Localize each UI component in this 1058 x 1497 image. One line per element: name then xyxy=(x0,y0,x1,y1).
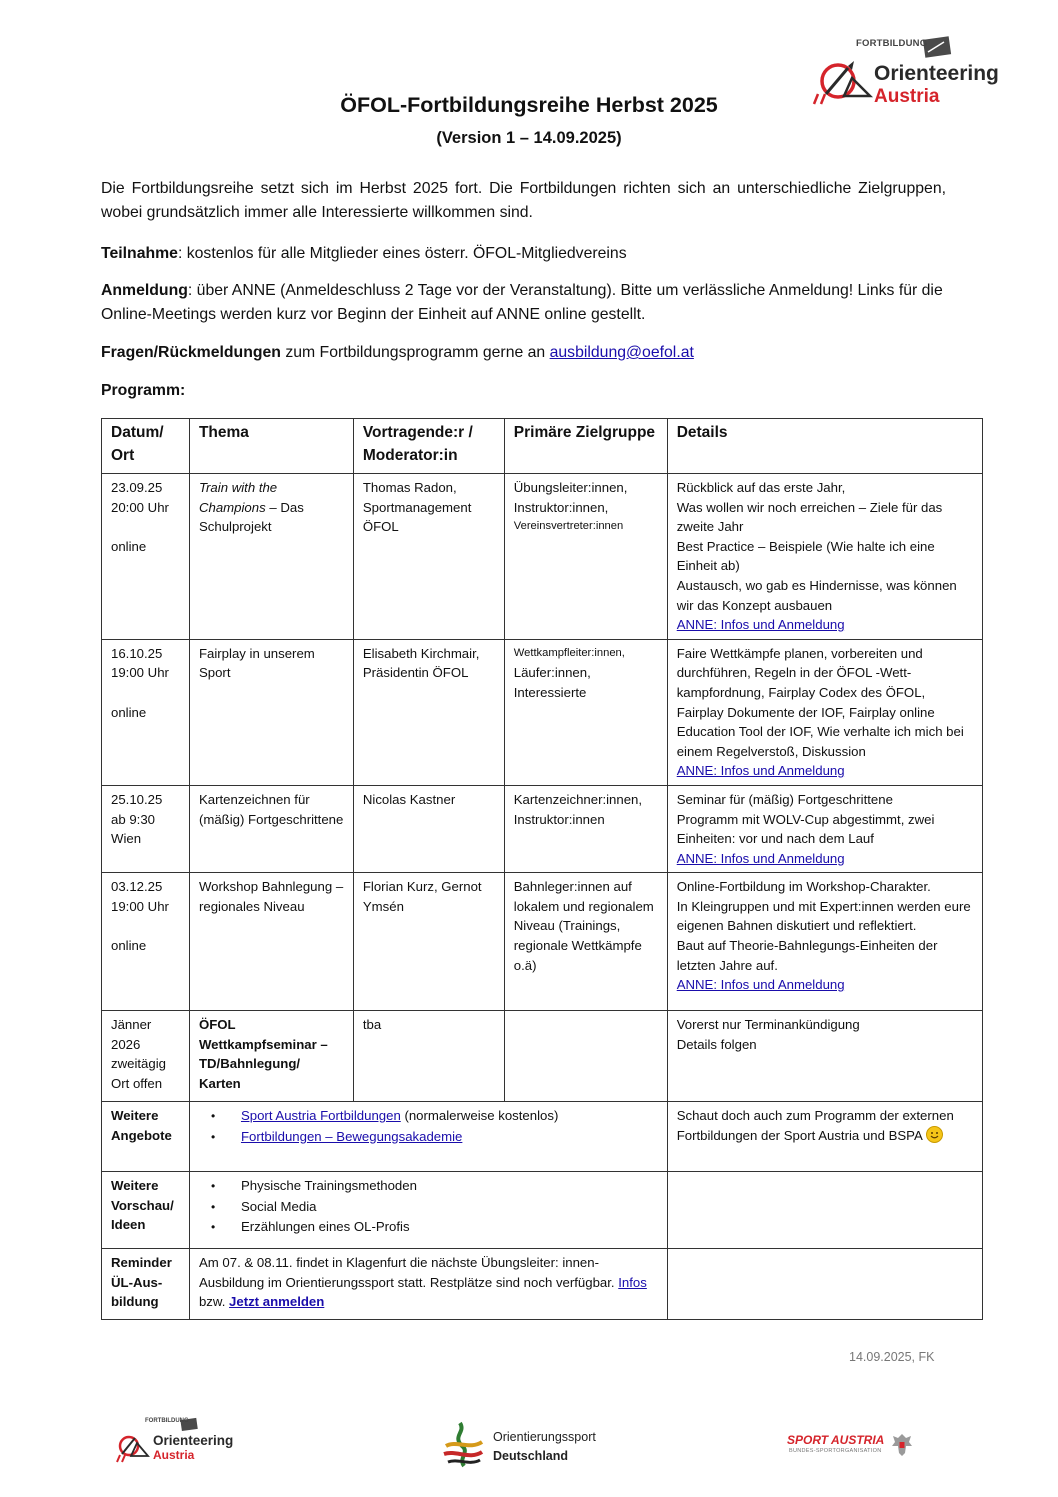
cell-details xyxy=(667,474,982,640)
anmeldung-label: Anmeldung xyxy=(101,282,188,299)
list-item-rest: (normalerweise kostenlos) xyxy=(400,1108,559,1124)
list-item: • Social Media xyxy=(199,1197,658,1218)
cell-speaker xyxy=(353,639,504,785)
speaker-line: Elisabeth Kirchmair, xyxy=(362,645,480,661)
details-line: Details folgen xyxy=(676,1036,757,1052)
teilnahme-text: : kostenlos für alle Mitglieder eines österr. ÖFOL-Mitgliedvereins xyxy=(177,245,627,262)
weitere-details xyxy=(667,1102,982,1172)
cell-thema: ÖFOL Wettkampfseminar – TD/Bahnlegung/ Karten xyxy=(189,1011,353,1102)
reminder-text: Am 07. & 08.11. findet in Klagenfurt die nächste Übungsleiter: innen-Ausbildung im Orientierungssport statt. Restplätze sind noch verfügbar. xyxy=(198,1255,619,1290)
footer-logo2-line2: Deutschland xyxy=(493,1449,569,1463)
cell-target xyxy=(504,639,667,785)
page-title: ÖFOL-Fortbildungsreihe Herbst 2025 xyxy=(340,93,718,117)
details-line: Baut auf Theorie-Bahnlegungs-Einheiten der letzten Jahre auf. xyxy=(676,938,938,973)
table-row-weitere xyxy=(102,1102,983,1172)
list-item: • Physische Trainingsmethoden xyxy=(199,1176,658,1197)
logo-line1: Orienteering xyxy=(874,62,999,85)
weitere-details-text: Schaut doch auch zum Programm der externen Fortbildungen der Sport Austria und BSPA xyxy=(676,1108,954,1143)
cell-thema: Kartenzeichnen für (mäßig) Fortgeschrittene xyxy=(189,785,353,872)
vorschau-label: Weitere Vorschau/ Ideen xyxy=(102,1172,190,1249)
footer-logo2-line1: Orientierungssport xyxy=(493,1430,596,1444)
list-item xyxy=(199,1127,658,1148)
fragen-label: Fragen/Rückmeldungen xyxy=(101,344,281,361)
program-table xyxy=(101,418,983,1320)
cell-target xyxy=(504,474,667,640)
date-line: 23.09.25 xyxy=(111,480,163,495)
table-row xyxy=(102,474,983,640)
reminder-details xyxy=(667,1249,982,1320)
target-line: Kartenzeichner:innen, xyxy=(513,791,643,807)
date-line: 25.10.25 xyxy=(111,791,163,807)
cell-date xyxy=(102,785,190,872)
anmeldung-paragraph xyxy=(101,279,946,327)
date-line: 19:00 Uhr xyxy=(111,898,169,914)
anne-link[interactable]: ANNE: Infos und Anmeldung xyxy=(676,977,845,993)
infos-link[interactable]: Infos xyxy=(618,1274,647,1290)
page-subtitle: (Version 1 – 14.09.2025) xyxy=(436,129,622,147)
details-line: Rückblick auf das erste Jahr, xyxy=(676,480,846,495)
cell-date xyxy=(102,474,190,640)
thema-rest: – Das Schulprojekt xyxy=(198,499,304,535)
sport-austria-link[interactable]: Sport Austria Fortbildungen xyxy=(240,1108,401,1124)
footer-logo3-line1: SPORT AUSTRIA xyxy=(787,1433,885,1447)
cell-target xyxy=(504,1011,667,1102)
speaker-line: Sportmanagement xyxy=(362,499,472,515)
smiley-icon xyxy=(926,1126,943,1143)
footer-date: 14.09.2025, FK xyxy=(849,1350,935,1364)
jetzt-anmelden-link[interactable]: Jetzt anmelden xyxy=(229,1294,325,1310)
date-line: 16.10.25 xyxy=(111,645,163,661)
details-line: Vorerst nur Terminankündigung xyxy=(676,1017,860,1033)
anmeldung-text: : über ANNE (Anmeldeschluss 2 Tage vor der Veranstaltung). Bitte um verlässliche Anmeldung! Links für die Online-Meetings werden kurz vor Beginn der Einheit auf ANNE online gestellt. xyxy=(101,282,943,323)
weitere-list xyxy=(199,1106,658,1147)
bewegungsakademie-link[interactable]: Fortbildungen – Bewegungsakademie xyxy=(240,1128,463,1144)
details-line: Austausch, wo gab es Hindernisse, was können wir das Konzept ausbauen xyxy=(676,577,957,613)
date-line: zweitägig xyxy=(111,1056,166,1072)
details-line: Seminar für (mäßig) Fortgeschrittene xyxy=(676,791,893,807)
target-line: Instruktor:innen xyxy=(513,811,605,827)
table-row-vorschau xyxy=(102,1172,983,1249)
cell-date xyxy=(102,639,190,785)
target-line: Übungsleiter:innen, xyxy=(513,480,628,495)
footer-logo3-line2: BUNDES-SPORTORGANISATION xyxy=(789,1448,882,1454)
date-line: 2026 xyxy=(111,1036,141,1052)
header-datum: Datum/ Ort xyxy=(102,419,190,474)
thema-italic: Train with the Champions xyxy=(198,480,278,515)
footer-logo1-top: FORTBILDUNG xyxy=(145,1418,189,1424)
cell-details xyxy=(667,873,982,1011)
date-line: 19:00 Uhr xyxy=(111,665,169,681)
intro-paragraph: Die Fortbildungsreihe setzt sich im Herbst 2025 fort. Die Fortbildungen richten sich an unterschiedliche Zielgruppen, wobei grundsätzlich immer alle Interessierte willkommen sind. xyxy=(101,180,946,221)
anne-link[interactable]: ANNE: Infos und Anmeldung xyxy=(676,763,845,779)
cell-thema: Workshop Bahnlegung – regionales Niveau xyxy=(189,873,353,1011)
details-line: Faire Wettkämpfe planen, vorbereiten und durchführen, Regeln in der ÖFOL -Wett-kampfordnung, Fairplay Codex des ÖFOL, Fairplay Dokumente der IOF, Fairplay online Education Tool der IOF, Wie verhalte ich mich bei einem Regelverstoß, Diskussion xyxy=(676,645,964,759)
date-line: Ort offen xyxy=(111,1076,163,1092)
vorschau-details xyxy=(667,1172,982,1249)
header-vortragende: Vortragende:r / Moderator:in xyxy=(353,419,504,474)
vorschau-list xyxy=(199,1176,658,1238)
programm-label: Programm: xyxy=(101,382,186,399)
sport-austria-logo xyxy=(787,1431,927,1461)
target-line: Instruktor:innen, xyxy=(513,499,609,515)
cell-target xyxy=(504,785,667,872)
orientierungssport-deutschland-logo xyxy=(440,1420,620,1470)
details-line: Programm mit WOLV-Cup abgestimmt, zwei Einheiten: vor und nach dem Lauf xyxy=(676,811,935,847)
orienteering-austria-footer-logo xyxy=(115,1416,250,1468)
target-line: Läufer:innen, xyxy=(513,665,591,681)
details-line: Best Practice – Beispiele (Wie halte ich eine Einheit ab) xyxy=(676,538,935,574)
date-line: online xyxy=(111,538,147,554)
table-row-reminder xyxy=(102,1249,983,1320)
date-line: Wien xyxy=(111,831,142,847)
reminder-label: Reminder ÜL-Aus-bildung xyxy=(102,1249,190,1320)
anne-link[interactable]: ANNE: Infos und Anmeldung xyxy=(676,617,845,633)
target-line: Wettkampfleiter:innen, xyxy=(513,646,625,659)
date-line: 20:00 Uhr xyxy=(111,499,169,515)
programm-heading xyxy=(101,379,946,403)
eagle-crest-icon xyxy=(890,1431,914,1457)
cell-details xyxy=(667,639,982,785)
cell-target: Bahnleger:innen auf lokalem und regionalem Niveau (Trainings, regionale Wettkämpfe o.ä) xyxy=(504,873,667,1011)
date-line: Jänner xyxy=(111,1017,152,1033)
speaker-line: Thomas Radon, xyxy=(362,480,457,495)
header-details: Details xyxy=(667,419,982,474)
list-item xyxy=(199,1106,658,1127)
speaker-line: ÖFOL xyxy=(362,519,399,535)
date-line: online xyxy=(111,938,147,954)
target-line: Vereinsvertreter:innen xyxy=(513,520,624,533)
date-line: 03.12.25 xyxy=(111,879,163,895)
header-zielgruppe: Primäre Zielgruppe xyxy=(504,419,667,474)
weitere-list-cell xyxy=(189,1102,667,1172)
weitere-label: Weitere Angebote xyxy=(102,1102,190,1172)
table-row xyxy=(102,785,983,872)
list-item: • Erzählungen eines OL-Profis xyxy=(199,1217,658,1238)
cell-thema xyxy=(189,474,353,640)
email-link[interactable]: ausbildung@oefol.at xyxy=(549,344,694,361)
header-thema: Thema xyxy=(189,419,353,474)
logo-top-label: FORTBILDUNG xyxy=(856,38,928,49)
table-row xyxy=(102,639,983,785)
cell-date xyxy=(102,1011,190,1102)
speaker-line: Präsidentin ÖFOL xyxy=(362,665,469,681)
teilnahme-label: Teilnahme xyxy=(101,245,178,262)
cell-speaker: Florian Kurz, Gernot Ymsén xyxy=(353,873,504,1011)
target-line: Interessierte xyxy=(513,684,587,700)
vorschau-list-cell xyxy=(189,1172,667,1249)
table-header-row xyxy=(102,419,983,474)
fragen-text: zum Fortbildungsprogramm gerne an xyxy=(280,344,550,361)
logo-line2: Austria xyxy=(874,86,940,107)
cell-date xyxy=(102,873,190,1011)
teilnahme-paragraph xyxy=(101,242,946,266)
cell-details xyxy=(667,785,982,872)
table-row xyxy=(102,1011,983,1102)
reminder-cell xyxy=(189,1249,667,1320)
footer-logo1-line1: Orienteering xyxy=(153,1433,234,1448)
cell-details xyxy=(667,1011,982,1102)
details-line: Was wollen wir noch erreichen – Ziele für das zweite Jahr xyxy=(676,499,943,535)
table-row xyxy=(102,873,983,1011)
reminder-bzw: bzw. xyxy=(198,1294,230,1310)
cell-thema: Fairplay in unserem Sport xyxy=(189,639,353,785)
cell-speaker xyxy=(353,474,504,640)
anne-link[interactable]: ANNE: Infos und Anmeldung xyxy=(676,850,845,866)
speaker-line: Nicolas Kastner xyxy=(362,791,456,807)
details-line: In Kleingruppen und mit Expert:innen werden eure eigenen Bahnen diskutiert und reflektiert. xyxy=(676,898,971,934)
cell-speaker: tba xyxy=(353,1011,504,1102)
footer-logo1-line2: Austria xyxy=(153,1448,195,1462)
details-line: Online-Fortbildung im Workshop-Charakter. xyxy=(676,879,931,895)
fragen-paragraph xyxy=(101,341,946,365)
cell-speaker xyxy=(353,785,504,872)
date-line: online xyxy=(111,704,147,720)
date-line: ab 9:30 xyxy=(111,811,155,827)
